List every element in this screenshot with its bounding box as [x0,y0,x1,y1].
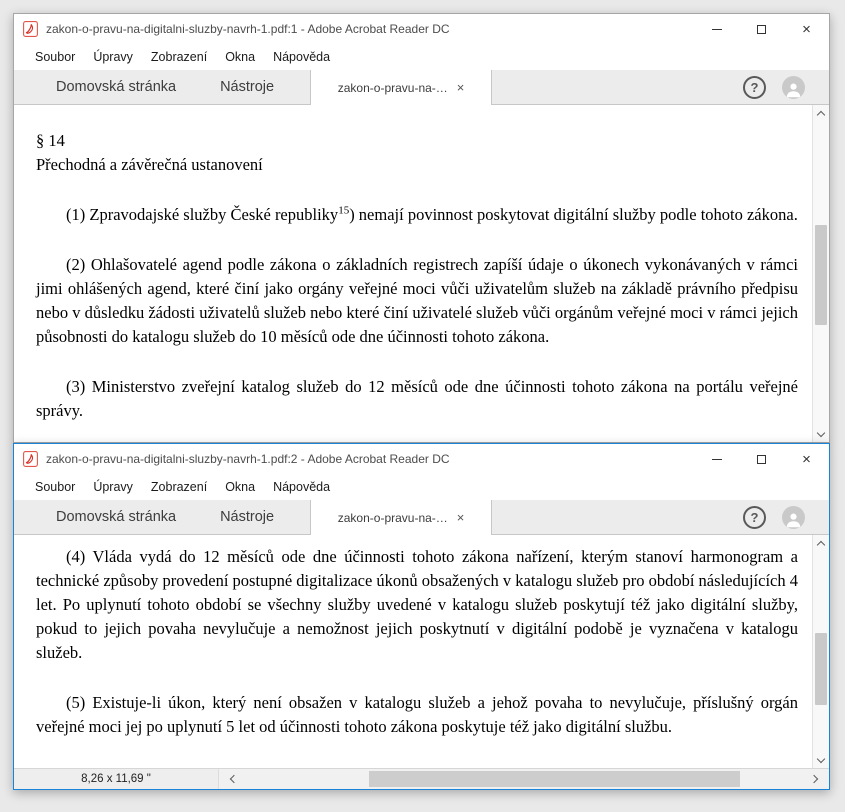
titlebar[interactable] [14,14,829,44]
scroll-down-button[interactable] [813,752,829,768]
paragraph-1 [36,203,798,227]
paragraph-5: (5) Existuje-li úkon, který není obsažen v katalogu služeb a jehož povaha to nevylučuje, příslušný orgán veřejné moci jej po uplynutí 5 let od účinnosti tohoto zákona poskytuje též jako digitální službu. [36,693,798,736]
footnote-ref: 15 [338,204,350,217]
minimize-icon [712,459,722,460]
minimize-button[interactable] [694,14,739,44]
paragraph-2: (2) Ohlašovatelé agend podle zákona o základních registrech zapíší údaje o úkonech vykonávaných v rámci jimi ohlášených agend, které činí jako orgány veřejné moci vůči uživatelům služeb na základě právního předpisu nebo v důsledku žádosti uživatelů služeb nebo které činí uživatelé služeb vůči orgánům veřejné moci v rámci jejich působnosti do katalogu služeb do 10 měsíců ode dne účinnosti tohoto zákona. [36,255,798,346]
menu-napoveda[interactable]: Nápověda [273,480,331,494]
vertical-scroll-thumb[interactable] [815,225,827,325]
scroll-up-button[interactable] [813,105,829,121]
scroll-right-button[interactable] [801,776,829,782]
paragraph-3: (3) Ministerstvo zveřejní katalog služeb do 12 měsíců ode dne účinnosti tohoto zákona na portálu veřejné správy. [36,377,798,420]
menu-upravy[interactable]: Úpravy [93,50,133,64]
window-title: zakon-o-pravu-na-digitalni-sluzby-navrh-1.pdf:1 - Adobe Acrobat Reader DC [46,22,450,36]
menu-napoveda[interactable]: Nápověda [273,50,331,64]
user-account-icon[interactable] [782,76,805,99]
document-viewport [14,105,829,442]
chevron-down-icon [817,755,825,763]
scroll-up-button[interactable] [813,535,829,551]
vertical-scrollbar[interactable] [812,105,829,442]
horizontal-scroll-thumb[interactable] [369,771,740,787]
vertical-scrollbar[interactable] [812,535,829,768]
pdf-page-content[interactable] [14,535,812,768]
horizontal-scrollbar[interactable] [247,769,801,789]
maximize-button[interactable] [739,444,784,474]
tab-bar [14,500,829,535]
tab-home[interactable]: Domovská stránka [56,509,177,525]
pdf-file-icon [23,21,39,38]
window-title: zakon-o-pravu-na-digitalni-sluzby-navrh-1.pdf:2 - Adobe Acrobat Reader DC [46,452,450,466]
tabbar-spacer [492,500,743,534]
help-icon[interactable]: ? [743,76,766,99]
minimize-button[interactable] [694,444,739,474]
chevron-left-icon [230,775,238,783]
close-icon: × [802,20,811,38]
chevron-up-icon [817,540,825,548]
tab-tools[interactable]: Nástroje [220,79,275,95]
paragraph-1-text-cont: ) nemají povinnost poskytovat digitální služby podle tohoto zákona. [349,205,798,224]
minimize-icon [712,29,722,30]
maximize-button[interactable] [739,14,784,44]
window-controls [694,444,829,474]
vertical-scroll-thumb[interactable] [815,633,827,705]
close-button[interactable] [784,444,829,474]
menu-upravy[interactable]: Úpravy [93,480,133,494]
document-viewport [14,535,829,768]
maximize-icon [757,25,766,34]
menu-okna[interactable]: Okna [225,480,256,494]
scroll-left-button[interactable] [219,776,247,782]
pdf-page-content[interactable] [14,105,812,442]
tab-tools[interactable]: Nástroje [220,509,275,525]
tab-document-label: zakon-o-pravu-na-… [337,510,448,525]
help-icon[interactable]: ? [743,506,766,529]
user-account-icon[interactable] [782,506,805,529]
page-size-indicator: 8,26 x 11,69 " [14,769,219,789]
menu-soubor[interactable]: Soubor [35,480,76,494]
tab-bar [14,70,829,105]
acrobat-window-1 [13,13,830,443]
chevron-down-icon [817,429,825,437]
acrobat-window-2 [13,443,830,790]
section-number: § 14 [36,131,65,150]
paragraph-4: (4) Vláda vydá do 12 měsíců ode dne účinnosti tohoto zákona nařízení, kterým stanoví harmonogram a technické způsoby provedení postupné digitalizace úkonů obsažených v katalogu služeb pro období následujících 4 let. Po uplynutí tohoto období se všechny služby uvedené v katalogu služeb poskytují též jako digitální služby, pokud to jejich povaha nevylučuje a nemožnost jejich poskytnutí v digitální podobě je vyznačena v katalogu služeb. [36,547,798,662]
tab-document[interactable] [310,70,492,105]
maximize-icon [757,455,766,464]
status-bar [14,768,829,789]
tab-home[interactable]: Domovská stránka [56,79,177,95]
tab-close-icon[interactable]: × [456,80,465,95]
menu-zobrazeni[interactable]: Zobrazení [150,50,208,64]
chevron-up-icon [817,110,825,118]
scroll-down-button[interactable] [813,426,829,442]
menu-bar [14,44,829,70]
close-button[interactable] [784,14,829,44]
tab-close-icon[interactable]: × [456,510,465,525]
chevron-right-icon [810,775,818,783]
menu-zobrazeni[interactable]: Zobrazení [150,480,208,494]
close-icon: × [802,450,811,468]
tabbar-spacer [492,70,743,104]
menu-okna[interactable]: Okna [225,50,256,64]
pdf-file-icon [23,451,39,468]
menu-bar [14,474,829,500]
tab-document[interactable] [310,500,492,535]
window-controls [694,14,829,44]
paragraph-1-text: (1) Zpravodajské služby České republiky [66,205,339,224]
menu-soubor[interactable]: Soubor [35,50,76,64]
tab-document-label: zakon-o-pravu-na-… [337,80,448,95]
titlebar[interactable] [14,444,829,474]
section-title: Přechodná a závěrečná ustanovení [36,155,263,174]
